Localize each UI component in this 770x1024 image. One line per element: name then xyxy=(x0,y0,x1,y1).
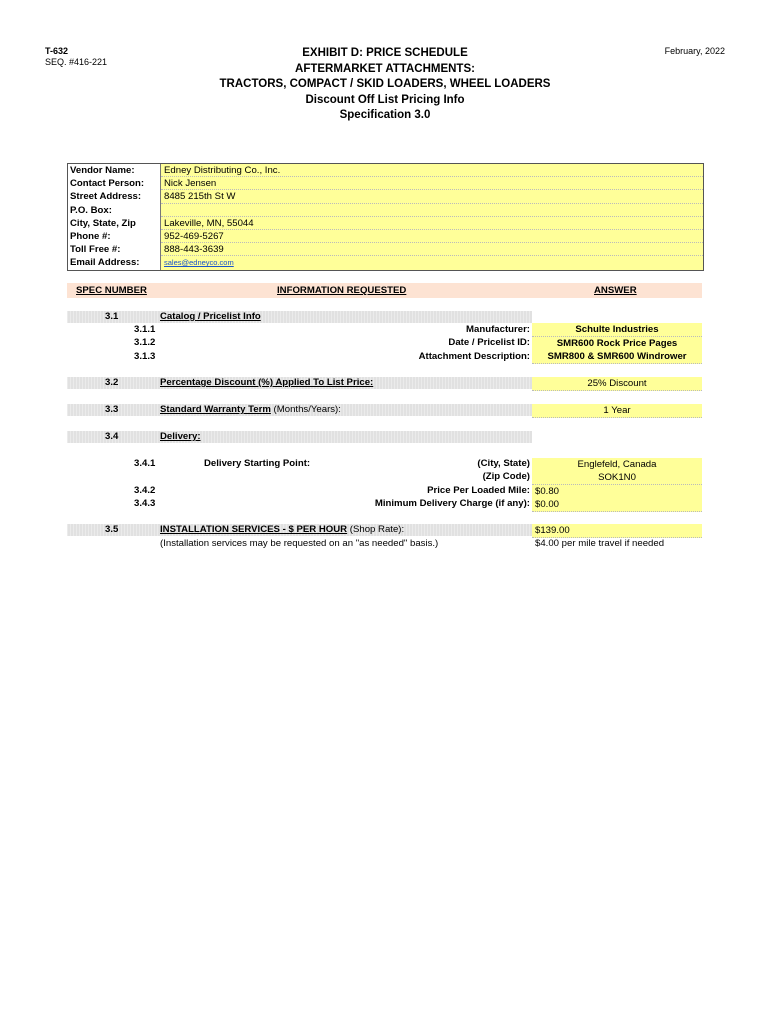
warranty-answer[interactable]: 1 Year xyxy=(532,404,702,418)
contact-person-field[interactable]: Nick Jensen xyxy=(161,177,703,190)
item-label: Attachment Description: xyxy=(418,351,530,362)
answer-header: ANSWER xyxy=(594,285,637,296)
delivery-city-state-answer[interactable]: Englefeld, Canada xyxy=(532,458,702,472)
section-title: Delivery: xyxy=(160,431,201,442)
item-label: Price Per Loaded Mile: xyxy=(427,485,530,496)
section-title xyxy=(160,524,404,536)
document-date: February, 2022 xyxy=(664,46,725,56)
pricelist-id-answer[interactable]: SMR600 Rock Price Pages xyxy=(532,337,702,351)
spec-number: 3.3 xyxy=(105,404,119,415)
warranty-title: Standard Warranty Term xyxy=(160,404,271,415)
title-line-4: Discount Off List Pricing Info xyxy=(305,93,465,106)
column-header-row xyxy=(67,283,702,298)
spec-number: 3.4.1 xyxy=(134,458,156,469)
vendor-row xyxy=(68,217,703,230)
toll-free-label: Toll Free #: xyxy=(68,243,161,256)
vendor-row xyxy=(68,204,703,217)
spec-number: 3.2 xyxy=(105,377,119,388)
installation-title: INSTALLATION SERVICES - $ PER HOUR xyxy=(160,524,348,535)
contact-person-label: Contact Person: xyxy=(68,177,161,190)
warranty-suffix: (Months/Years): xyxy=(270,404,341,415)
installation-suffix: (Shop Rate): xyxy=(347,524,405,535)
discount-answer[interactable]: 25% Discount xyxy=(532,377,702,391)
delivery-zip-answer[interactable]: SOK1N0 xyxy=(532,471,702,485)
spec-number: 3.4 xyxy=(105,431,119,442)
document-title xyxy=(0,46,770,124)
price-per-mile-answer[interactable]: $0.80 xyxy=(532,485,702,499)
information-requested-header: INFORMATION REQUESTED xyxy=(277,285,407,296)
manufacturer-answer[interactable]: Schulte Industries xyxy=(532,323,702,337)
section-title xyxy=(160,404,341,416)
item-label: Delivery Starting Point: xyxy=(204,458,311,469)
email-link[interactable]: sales@edneyco.com xyxy=(164,258,234,268)
vendor-row xyxy=(68,256,703,269)
city-state-zip-field[interactable]: Lakeville, MN, 55044 xyxy=(161,217,703,230)
vendor-name-label: Vendor Name: xyxy=(68,164,161,177)
vendor-row xyxy=(68,230,703,243)
title-line-3: TRACTORS, COMPACT / SKID LOADERS, WHEEL LOADERS xyxy=(219,78,551,91)
vendor-name-field[interactable]: Edney Distributing Co., Inc. xyxy=(161,164,703,177)
zip-code-label: (Zip Code) xyxy=(482,471,530,482)
title-line-2: AFTERMARKET ATTACHMENTS: xyxy=(295,62,475,75)
street-address-label: Street Address: xyxy=(68,190,161,203)
section-title: Percentage Discount (%) Applied To List Price: xyxy=(160,377,374,388)
item-label: Date / Pricelist ID: xyxy=(448,337,530,348)
vendor-row xyxy=(68,243,703,256)
title-line-1: EXHIBIT D: PRICE SCHEDULE xyxy=(302,47,468,59)
vendor-info-table xyxy=(67,163,704,271)
title-line-5: Specification 3.0 xyxy=(339,109,431,122)
vendor-row xyxy=(68,190,703,203)
section-title: Catalog / Pricelist Info xyxy=(160,311,261,322)
spec-number-header: SPEC NUMBER xyxy=(76,285,147,296)
shop-rate-answer[interactable]: $139.00 xyxy=(532,524,702,538)
section-band xyxy=(67,431,532,443)
spec-number: 3.4.3 xyxy=(134,498,156,509)
spec-number: 3.1.3 xyxy=(134,351,156,362)
email-field[interactable] xyxy=(161,256,703,269)
spec-number: 3.1 xyxy=(105,311,119,322)
phone-label: Phone #: xyxy=(68,230,161,243)
spec-number: 3.5 xyxy=(105,524,119,535)
vendor-row xyxy=(68,177,703,190)
spec-number: 3.1.1 xyxy=(134,324,156,335)
spec-number: 3.4.2 xyxy=(134,485,156,496)
po-box-field[interactable] xyxy=(161,204,703,217)
spec-number: 3.1.2 xyxy=(134,337,156,348)
seq-number: SEQ. #416-221 xyxy=(45,57,108,67)
city-state-label: (City, State) xyxy=(477,458,530,469)
street-address-field[interactable]: 8485 215th St W xyxy=(161,190,703,203)
travel-note: $4.00 per mile travel if needed xyxy=(535,538,665,549)
minimum-delivery-answer[interactable]: $0.00 xyxy=(532,498,702,512)
doc-code: T-632 xyxy=(45,46,69,56)
city-state-zip-label: City, State, Zip xyxy=(68,217,161,230)
item-label: Manufacturer: xyxy=(466,324,530,335)
section-band xyxy=(67,311,532,323)
email-label: Email Address: xyxy=(68,256,161,269)
installation-note: (Installation services may be requested on an "as needed" basis.) xyxy=(160,538,439,549)
po-box-label: P.O. Box: xyxy=(68,204,161,217)
phone-field[interactable]: 952-469-5267 xyxy=(161,230,703,243)
vendor-row xyxy=(68,164,703,177)
attachment-description-answer[interactable]: SMR800 & SMR600 Windrower xyxy=(532,350,702,364)
item-label: Minimum Delivery Charge (if any): xyxy=(374,498,530,509)
toll-free-field[interactable]: 888-443-3639 xyxy=(161,243,703,256)
